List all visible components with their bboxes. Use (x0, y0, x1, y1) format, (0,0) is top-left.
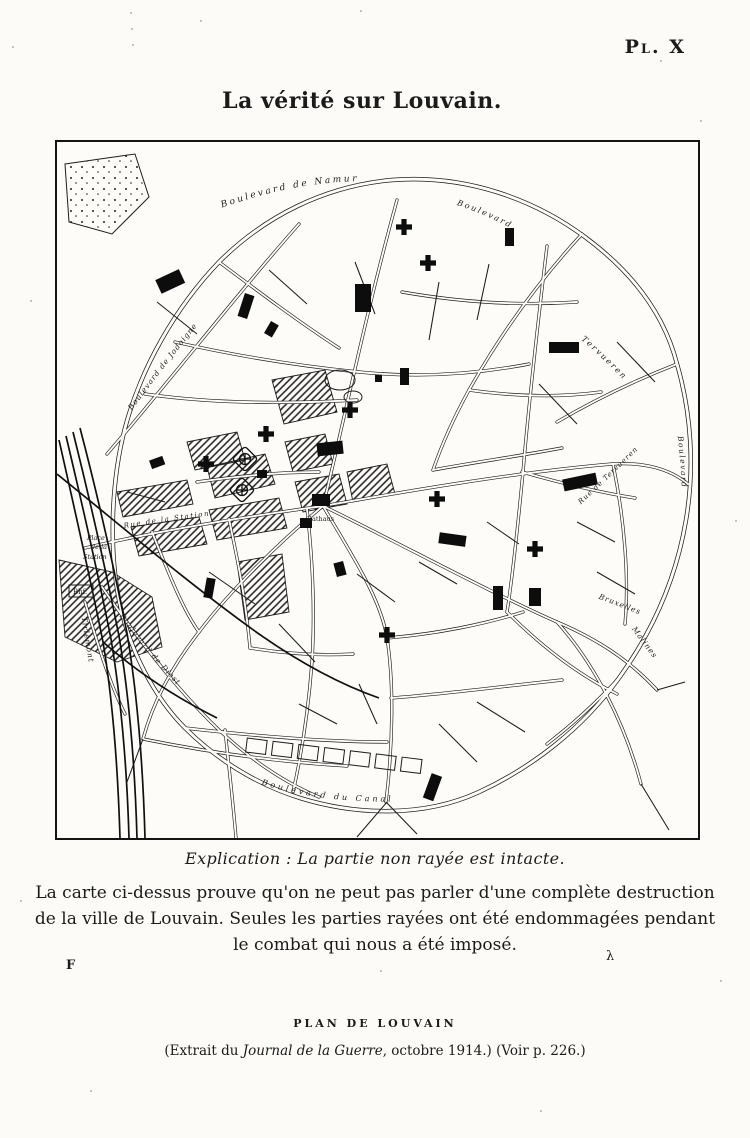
map-legend-explication: Explication : La partie non rayée est intacte. (184, 849, 566, 868)
plate-number: Pl. X (624, 36, 686, 58)
caption-title: PLAN DE LOUVAIN (293, 1017, 457, 1030)
map-frame (55, 140, 700, 840)
label-boulevard-de-jodoigne: Boulevard de Jodoigne (126, 321, 200, 412)
label-boulevard-northeast: Boulevard (456, 198, 515, 231)
label-malines: Malines (630, 624, 660, 661)
label-boulevard-de-diest: Boulevard de Diest (117, 611, 183, 687)
caption-source-prefix: (Extrait du (164, 1043, 243, 1059)
svg-text:Boulevard du Canal (260, 778, 394, 804)
label-boulevard-right: Boulevard (675, 435, 689, 489)
body-line-1: La carte ci-dessus prouve qu'on ne peut pas parler d'une complète destruction (35, 883, 715, 903)
label-bahnhof: Bhf. (73, 588, 88, 596)
label-rathaus: Rathaus (307, 515, 335, 523)
page-title: La vérité sur Louvain. (222, 88, 502, 114)
label-boulevard-de-namur: Boulevard de Namur (219, 174, 360, 211)
label-tervueren: Tervueren (579, 334, 630, 382)
label-bruxelles: Bruxelles (597, 591, 643, 617)
stray-ink-mark: λ (606, 949, 615, 964)
body-line-3: le combat qui nous a été imposé. (233, 934, 517, 955)
caption-source-suffix: , octobre 1914.) (Voir p. 226.) (382, 1043, 586, 1059)
body-line-2: de la ville de Louvain. Seules les parties rayées ont été endommagées pendant (34, 908, 716, 929)
svg-text:Boulevard (676, 435, 689, 489)
stippled-area (65, 154, 149, 234)
label-place-station-3: Station (83, 553, 107, 561)
label-place-station-2: de la (91, 543, 108, 551)
label-place-station-1: Place (87, 534, 105, 542)
label-rue-de-tervueren: Rue de Tervueren (576, 445, 640, 506)
caption-source-journal: Journal de la Guerre (242, 1043, 383, 1059)
caption-source (0, 1043, 750, 1059)
svg-text:Tervueren (580, 334, 629, 382)
svg-text:Bruxelles (597, 592, 643, 617)
louvain-map (57, 142, 698, 838)
svg-text:Boulevard (455, 198, 514, 230)
body-paragraph (0, 881, 750, 958)
label-tirlemont: Tirlemont (79, 616, 96, 664)
label-boulevard-du-canal: Boulevard du Canal (260, 777, 394, 804)
printer-signature-mark: F (66, 958, 76, 973)
label-rue-de-la-station: Rue de la Station (123, 509, 211, 530)
